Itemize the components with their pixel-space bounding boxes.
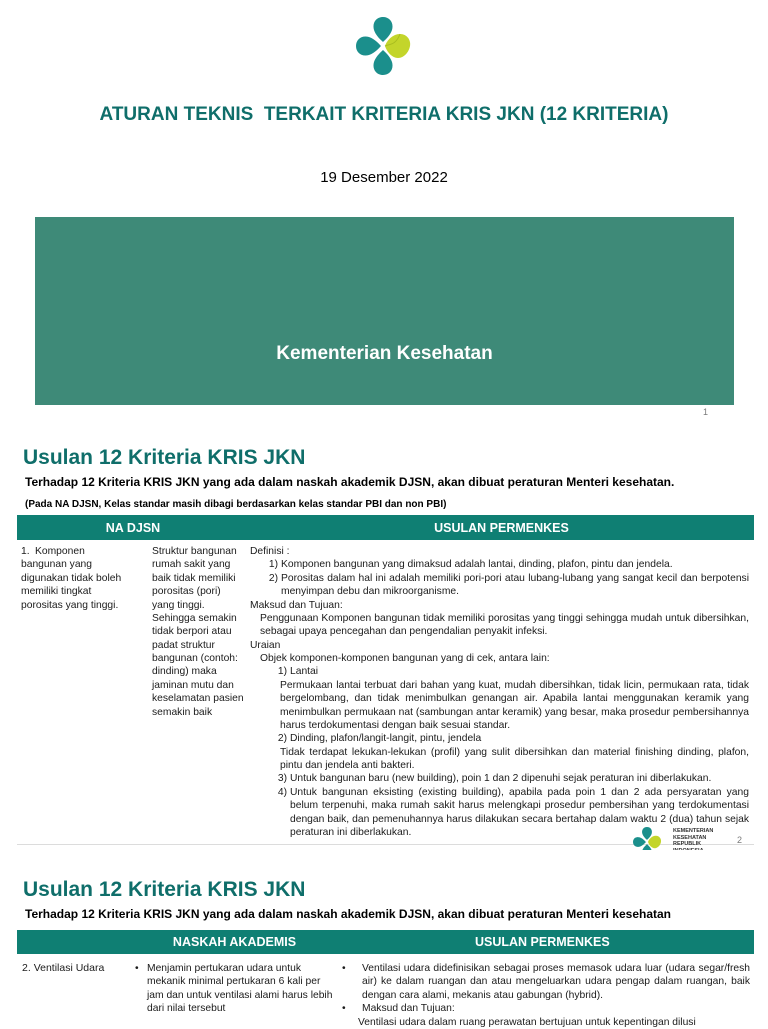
na-cell xyxy=(135,962,335,1016)
permenkes-more-text: Ventilasi udara dalam ruang perawatan bertujuan untuk kepentingan dilusi xyxy=(358,1016,696,1028)
slide-title: Usulan 12 Kriteria KRIS JKN xyxy=(23,878,306,901)
slide-subtitle: Terhadap 12 Kriteria KRIS JKN yang ada dalam naskah akademik DJSN, akan dibuat peraturan Menteri kesehatan. xyxy=(25,475,675,489)
table-row xyxy=(17,956,754,1026)
title-slide xyxy=(0,0,768,428)
slide-title: Usulan 12 Kriteria KRIS JKN xyxy=(23,446,306,469)
na-bullet-continued: jam dan untuk ventilasi alami harus lebih dari nilai tersebut xyxy=(147,989,333,1015)
na-bullet: • Menjamin pertukaran udara untuk mekanik minimal pertukaran 6 kali per xyxy=(135,963,321,988)
criterion-text: Ventilasi Udara xyxy=(33,962,105,974)
presentation-date: 19 Desember 2022 xyxy=(320,169,448,186)
explanation-cell: Struktur bangunan rumah sakit yang baik tidak memiliki porositas (pori) yang tinggi. Sehingga semakin tidak berpori atau padat struktur bangunan (contoh: dinding) maka jaminan mutu dan keselamatan pasien semakin baik xyxy=(152,546,244,718)
criterion-cell xyxy=(21,545,133,612)
uraian-item: 4) Untuk bangunan eksisting (existing building), apabila pada poin 1 dan 2 ada persyaratan yang belum terpenuhi, maka rumah sakit harus melengkapi prosedur pembersihan yang terdokumentasi dengan baik, dan pemenuhannya harus dilakukan secara bertahap dalam waktu 2 (dua) tahun sejak peraturan ini diberlakukan. xyxy=(277,786,749,838)
permenkes-bullet: • Maksud dan Tujuan: xyxy=(342,1003,455,1015)
criteria-slide-2 xyxy=(0,850,768,1028)
uraian-item-text: Tidak terdapat lekukan-lekukan (profil) yang sulit dibersihkan dan material finishing dinding, plafon, pintu dan jendela anti bakteri. xyxy=(280,746,749,771)
maksud-text: Penggunaan Komponen bangunan tidak memiliki porositas yang tinggi sehingga mudah untuk dibersihkan, sebagai upaya pencegahan dan pengendalian penyakit infeksi. xyxy=(260,612,749,638)
uraian-item-text: Permukaan lantai terbuat dari bahan yang kuat, mudah dibersihkan, tidak licin, permukaan rata, tidak bergelombang, dan tidak menimbulkan genangan air. Apabila lantai menggunakan keramik yang menimbulkan permukaan nat (sambungan antar keramik) yang besar, maka prosedur pembersihannya harus terdokumentasi dengan baik sesuai standar. xyxy=(280,679,749,731)
uraian-item: 2) Dinding, plafon/langit-langit, pintu, jendela xyxy=(277,733,482,745)
criterion-number: 1. xyxy=(21,546,30,557)
criterion-number: 2. xyxy=(22,962,31,974)
definisi-item: 2) Porositas dalam hal ini adalah memiliki pori-pori atau lubang-lubang yang sangat kecil dan berpotensi menyimpan debu dan mikroorganisme. xyxy=(268,572,749,598)
banner-organization-name: Kementerian Kesehatan xyxy=(276,343,493,364)
kemenkes-logo-icon xyxy=(354,14,412,78)
criterion-text: Komponen bangunan yang digunakan tidak boleh memiliki tingkat porositas yang tinggi. xyxy=(21,546,122,611)
uraian-intro: Objek komponen-komponen bangunan yang di cek, antara lain: xyxy=(260,653,550,664)
table-header xyxy=(17,930,754,954)
permenkes-bullet: • Ventilasi udara didefinisikan sebagai proses memasok udara luar (udara segar/fresh air) ke dalam ruangan dan atau mengeluarkan udara pengap dalam ruangan, baik dengan cara alami, mekanis atau gabungan (hybrid). xyxy=(342,963,750,1001)
page-number: 1 xyxy=(703,407,709,417)
presentation-title: ATURAN TEKNIS TERKAIT KRITERIA KRIS JKN (12 KRITERIA) xyxy=(99,104,669,125)
header-usulan-permenkes: USULAN PERMENKES xyxy=(475,935,610,949)
criterion-cell xyxy=(22,962,132,976)
slide-note: (Pada NA DJSN, Kelas standar masih dibagi berdasarkan kelas standar PBI dan non PBI) xyxy=(25,499,447,510)
definisi-label: Definisi : xyxy=(250,546,290,557)
definisi-item: 1) Komponen bangunan yang dimaksud adalah lantai, dinding, plafon, pintu dan jendela. xyxy=(268,559,673,571)
table-row xyxy=(17,542,754,845)
maksud-label: Maksud dan Tujuan: xyxy=(250,599,343,611)
title-banner xyxy=(35,217,734,405)
criteria-slide-1 xyxy=(0,428,768,850)
header-na-djsn: NA DJSN xyxy=(105,520,161,535)
uraian-item: 3) Untuk bangunan baru (new building), poin 1 dan 2 dipenuhi sejak peraturan ini diberlakukan. xyxy=(277,773,712,785)
uraian-label: Uraian xyxy=(250,639,281,651)
header-usulan-permenkes: USULAN PERMENKES xyxy=(434,520,569,535)
uraian-item: 1) Lantai xyxy=(277,666,319,678)
ministry-logo-text: KEMENTERIAN KESEHATAN REPUBLIK xyxy=(673,828,714,848)
header-naskah-akademis: NASKAH AKADEMIS xyxy=(172,935,297,949)
permenkes-cell xyxy=(250,545,749,839)
table-header xyxy=(17,515,754,540)
page-number: 2 xyxy=(737,835,743,845)
slide-subtitle: Terhadap 12 Kriteria KRIS JKN yang ada dalam naskah akademik DJSN, akan dibuat peraturan Menteri kesehatan xyxy=(25,907,672,921)
permenkes-cell xyxy=(342,962,750,1029)
